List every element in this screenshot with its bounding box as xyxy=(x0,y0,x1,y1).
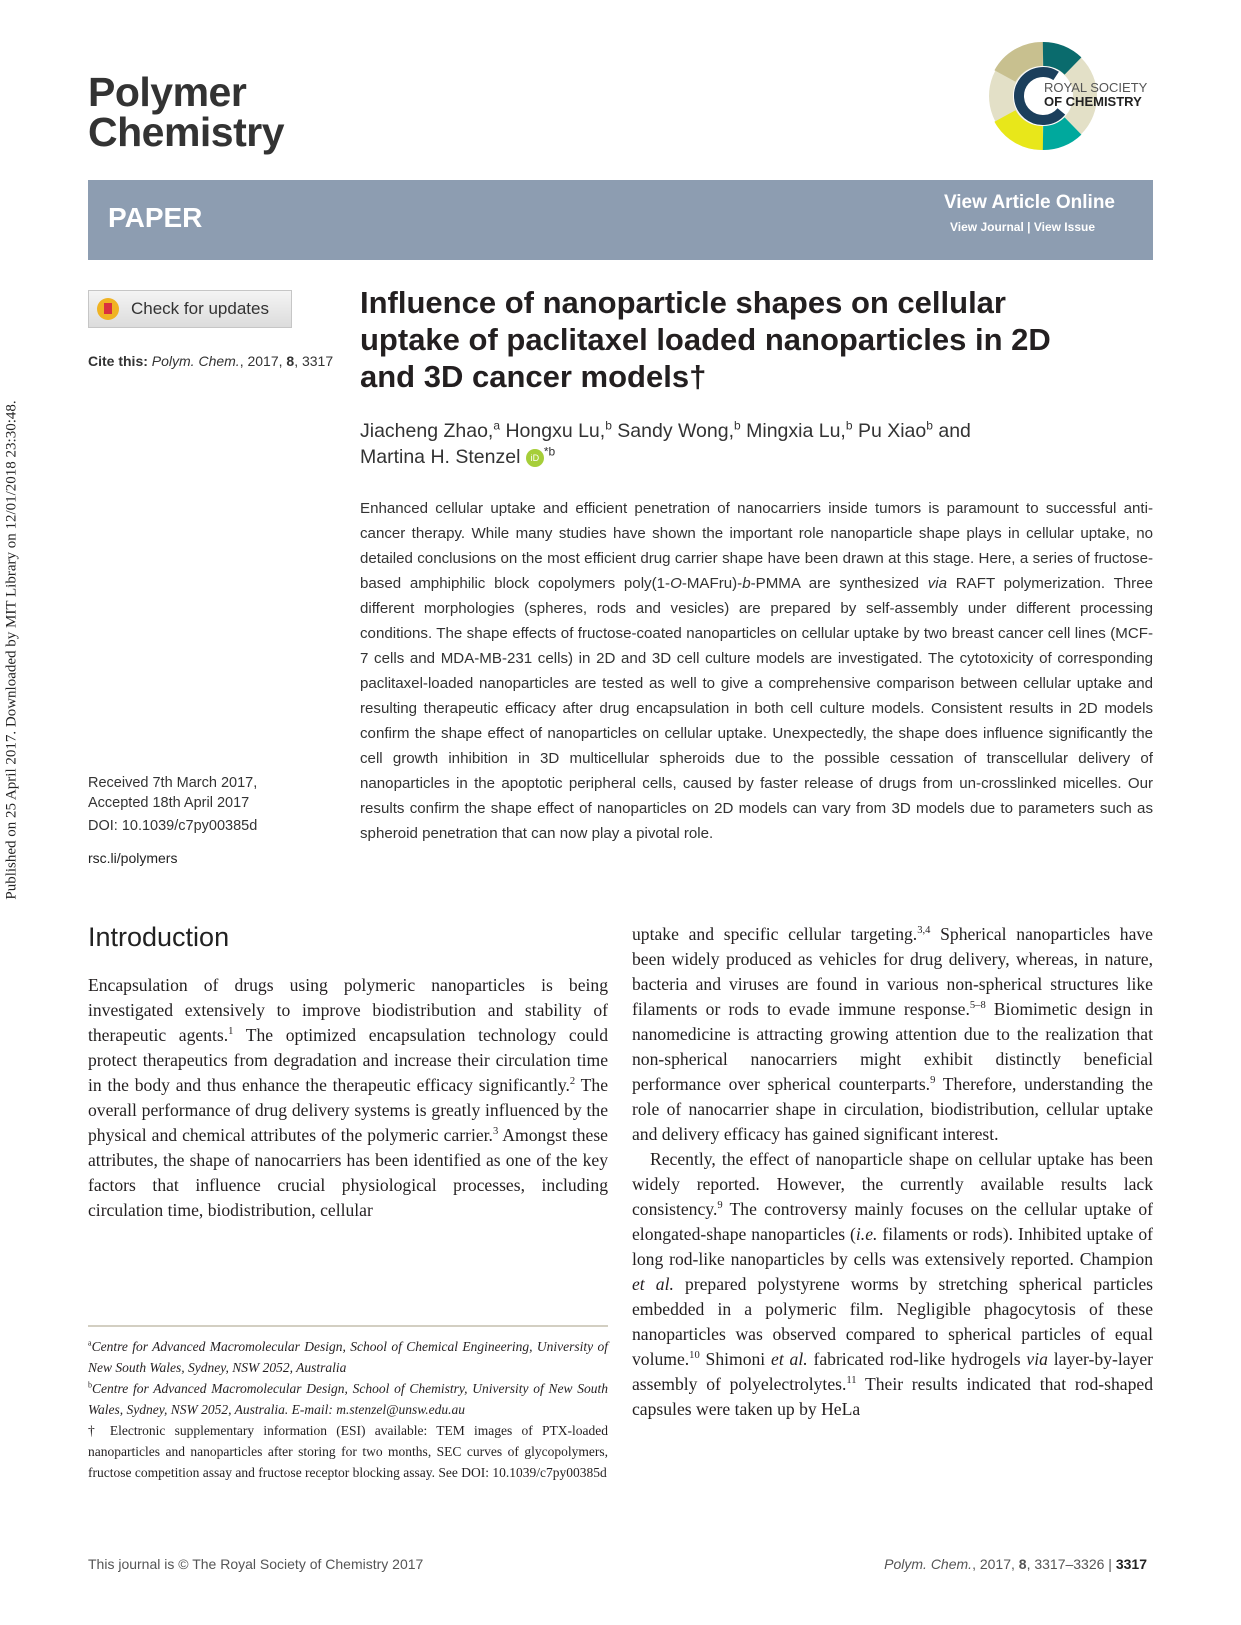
bookmark-icon xyxy=(97,298,119,320)
body-text: Recently, the effect of nanoparticle shape on cellular uptake has been widely reported. However, the currently available results lack consistency. xyxy=(632,1149,1153,1219)
view-links xyxy=(950,220,1095,234)
italic-text: via xyxy=(1026,1349,1048,1369)
author-name: Hongxu Lu, xyxy=(500,420,606,442)
article-dates xyxy=(88,773,257,813)
paragraph xyxy=(88,973,608,1223)
abstract-italic: O xyxy=(670,575,682,592)
footer-year: , 2017, xyxy=(972,1556,1019,1572)
journal-short-link[interactable]: rsc.li/polymers xyxy=(88,850,178,866)
reference-link[interactable]: 3 xyxy=(492,1126,499,1138)
body-text: The optimized encapsulation technology could protect therapeutics from degradation and increase their circulation time in the body and thus enhance the therapeutic efficacy significantly. xyxy=(88,1025,608,1095)
author-name: Martina H. Stenzel xyxy=(360,446,521,468)
author-name: Sandy Wong, xyxy=(611,420,735,442)
paragraph xyxy=(632,1147,1153,1422)
page-number: 3317 xyxy=(1115,1556,1147,1572)
author-name: Jiacheng Zhao, xyxy=(360,420,494,442)
italic-text: et al. xyxy=(771,1349,808,1369)
affiliation-mark: b xyxy=(734,418,741,433)
cite-journal: Polym. Chem. xyxy=(151,353,240,369)
body-column-right xyxy=(632,922,1153,1422)
affiliation-mark: b xyxy=(845,418,853,433)
abstract-text: RAFT polymerization. Three different morphologies (spheres, rods and vesicles) are prepared by self-assembly under different processing conditions. The shape effects of fructose-coated nanoparticles on cellular uptake by two breast cancer cell lines (MCF-7 cells and MDA-MB-231 cells) in 2D and 3D cell culture models are investigated. The cytotoxicity of corresponding paclitaxel-loaded nanoparticles are tested as well to give a comprehensive comparison between cellular uptake and resulting therapeutic efficacy after drug encapsulation in both cell culture models. Consistent results in 2D models confirm the shape effect of nanoparticles on cellular uptake. Unexpectedly, the shape does influence significantly the cell growth inhibition in 3D multicellular spheroids due to the possible cessation of transcellular delivery of nanoparticles in the apoptotic peripheral cells, caused by faster release of drugs from un-crosslinked micelles. Our results confirm the shape effect of nanoparticles on 2D models can vary from 3D models due to parameters such as spheroid penetration that can now play a pivotal role. xyxy=(360,575,1154,842)
download-watermark xyxy=(0,0,24,1625)
journal-title-line1: Polymer xyxy=(88,69,247,115)
footnote-affiliation-a xyxy=(88,1336,608,1378)
body-text: Amongst these attributes, the shape of nanocarriers has been identified as one of the key factors that influence crucial physiological processes, including circulation time, biodistribution, cellular xyxy=(88,1125,608,1220)
body-text: uptake and specific cellular targeting. xyxy=(632,924,918,944)
journal-title-line2: Chemistry xyxy=(88,109,285,155)
abstract-text: -PMMA are synthesized xyxy=(750,575,928,592)
footnotes xyxy=(88,1336,608,1483)
affiliation-mark: b xyxy=(88,1380,93,1390)
body-column-left xyxy=(88,973,608,1223)
body-text: Biomimetic design in nanomedicine is attracting growing attention due to the realization that non-spherical nanocarriers might exhibit distinctly beneficial performance over spherical counterparts. xyxy=(632,999,1153,1094)
body-text: Encapsulation of drugs using polymeric nanoparticles is being investigated extensively to improve biodistribution and stability of therapeutic agents. xyxy=(88,975,608,1045)
author-conjunction: and xyxy=(932,420,971,442)
download-note: Published on 25 April 2017. Downloaded by MIT Library on 12/01/2018 23:30:48. xyxy=(3,400,20,900)
reference-link[interactable]: 9 xyxy=(930,1075,936,1087)
article-type-banner xyxy=(88,180,1153,260)
abstract-text: -MAFru)- xyxy=(681,575,743,592)
footnote-affiliation-b xyxy=(88,1378,608,1420)
body-text: The overall performance of drug delivery systems is greatly influenced by the physical and chemical attributes of the polymeric carrier. xyxy=(88,1075,609,1145)
reference-link[interactable]: 9 xyxy=(717,1200,723,1212)
body-text: layer-by-layer assembly of polyelectrolytes. xyxy=(632,1349,1154,1394)
check-for-updates-label: Check for updates xyxy=(131,299,269,318)
view-article-online-link[interactable]: View Article Online xyxy=(943,192,1115,213)
author-name: Mingxia Lu, xyxy=(740,420,846,442)
affiliation-mark: a xyxy=(493,418,501,433)
body-text: fabricated rod-like hydrogels xyxy=(807,1349,1027,1369)
cite-pages: , 3317 xyxy=(294,353,334,369)
author-name: Pu Xiao xyxy=(852,420,927,442)
footnote-divider xyxy=(88,1325,608,1327)
footer-range: , 3317–3326 xyxy=(1026,1556,1105,1572)
footnote-esi: † Electronic supplementary information (ESI) available: TEM images of PTX-loaded nanoparticles and nanoparticles after storing for two months, SEC curves of glycopolymers, fructose competition assay and fructose receptor blocking assay. See DOI: 10.1039/c7py00385d xyxy=(88,1423,608,1480)
view-journal-link[interactable]: View Journal xyxy=(949,220,1024,234)
body-text: Their results indicated that rod-shaped capsules were taken up by HeLa xyxy=(632,1374,1153,1419)
page-footer xyxy=(884,1556,1147,1572)
footnote-text: Centre for Advanced Macromolecular Design, School of Chemical Engineering, University of New South Wales, Sydney, NSW 2052, Australia xyxy=(88,1339,608,1375)
italic-text: i.e. xyxy=(855,1224,878,1244)
publisher-line1: ROYAL SOCIETY xyxy=(1044,80,1148,95)
article-type-label: PAPER xyxy=(108,202,203,233)
publisher-line2: OF CHEMISTRY xyxy=(1044,94,1142,109)
reference-link[interactable]: 5–8 xyxy=(969,1000,986,1012)
orcid-icon[interactable]: iD xyxy=(526,449,544,467)
publisher-name xyxy=(1044,81,1147,109)
author-list xyxy=(360,418,1080,470)
abstract-text: Enhanced cellular uptake and efficient penetration of nanocarriers inside tumors is paramount to successful anti-cancer therapy. While many studies have shown the important role nanoparticle shape plays in cellular uptake, no detailed conclusions on the most efficient drug carrier shape have been drawn at this stage. Here, a series of fructose-based amphiphilic block copolymers poly(1- xyxy=(360,500,1153,592)
check-for-updates-button[interactable] xyxy=(88,290,292,328)
affiliation-mark: b xyxy=(605,418,612,433)
footer-journal: Polym. Chem. xyxy=(884,1556,973,1572)
reference-link[interactable]: 10 xyxy=(689,1350,700,1362)
journal-title xyxy=(88,69,285,155)
copyright-footer: This journal is © The Royal Society of Chemistry 2017 xyxy=(88,1556,424,1572)
footer-separator: | xyxy=(1104,1556,1116,1572)
abstract-italic: b xyxy=(742,575,751,592)
accepted-date: Accepted 18th April 2017 xyxy=(88,795,250,811)
body-text: The controversy mainly focuses on the cellular uptake of elongated-shape nanoparticles ( xyxy=(632,1199,1153,1244)
body-text: Spherical nanoparticles have been widely produced as vehicles for drug delivery, whereas, in nature, bacteria and viruses are found in various non-spherical structures like filaments or rods to evade immune response. xyxy=(632,924,1153,1019)
paragraph xyxy=(632,922,1153,1147)
link-separator: | xyxy=(1027,220,1031,234)
cite-year: , 2017, xyxy=(239,353,287,369)
body-text: filaments or rods). Inhibited uptake of long rod-like nanoparticles by cells was extensively reported. Champion xyxy=(632,1224,1153,1269)
abstract-italic: via xyxy=(927,575,948,592)
cite-volume: 8 xyxy=(286,353,295,369)
doi-link[interactable]: DOI: 10.1039/c7py00385d xyxy=(88,818,258,834)
affiliation-mark: b xyxy=(926,418,933,433)
citation-info xyxy=(88,352,338,370)
abstract xyxy=(360,496,1153,846)
body-text: Shimoni xyxy=(699,1349,772,1369)
footnote-text: Centre for Advanced Macromolecular Design, School of Chemistry, University of New South Wales, Sydney, NSW 2052, Australia. E-mail: m.stenzel@unsw.edu.au xyxy=(88,1381,608,1417)
italic-text: et al. xyxy=(632,1274,674,1294)
received-date: Received 7th March 2017, xyxy=(88,775,258,791)
reference-link[interactable]: 3,4 xyxy=(917,925,931,937)
section-heading: Introduction xyxy=(88,922,230,952)
reference-link[interactable]: 1 xyxy=(228,1026,234,1038)
affiliation-mark: a xyxy=(88,1338,92,1348)
reference-link[interactable]: 11 xyxy=(846,1375,857,1387)
view-issue-link[interactable]: View Issue xyxy=(1033,220,1095,234)
article-title: Influence of nanoparticle shapes on cellular uptake of paclitaxel loaded nanoparticles in 2D and 3D cancer models† xyxy=(360,285,1051,394)
body-text: prepared polystyrene worms by stretching spherical particles embedded in a polymeric film. Negligible phagocytosis of these nanoparticles was observed compared to spherical particles of equal volume. xyxy=(632,1274,1153,1369)
body-text: Therefore, understanding the role of nanocarrier shape in circulation, biodistribution, cellular uptake and delivery efficacy has gained significant interest. xyxy=(632,1074,1153,1144)
footer-volume: 8 xyxy=(1018,1556,1027,1572)
reference-link[interactable]: 2 xyxy=(569,1076,576,1088)
cite-label: Cite this: xyxy=(88,353,148,369)
corresponding-author-mark: *b xyxy=(543,444,556,459)
